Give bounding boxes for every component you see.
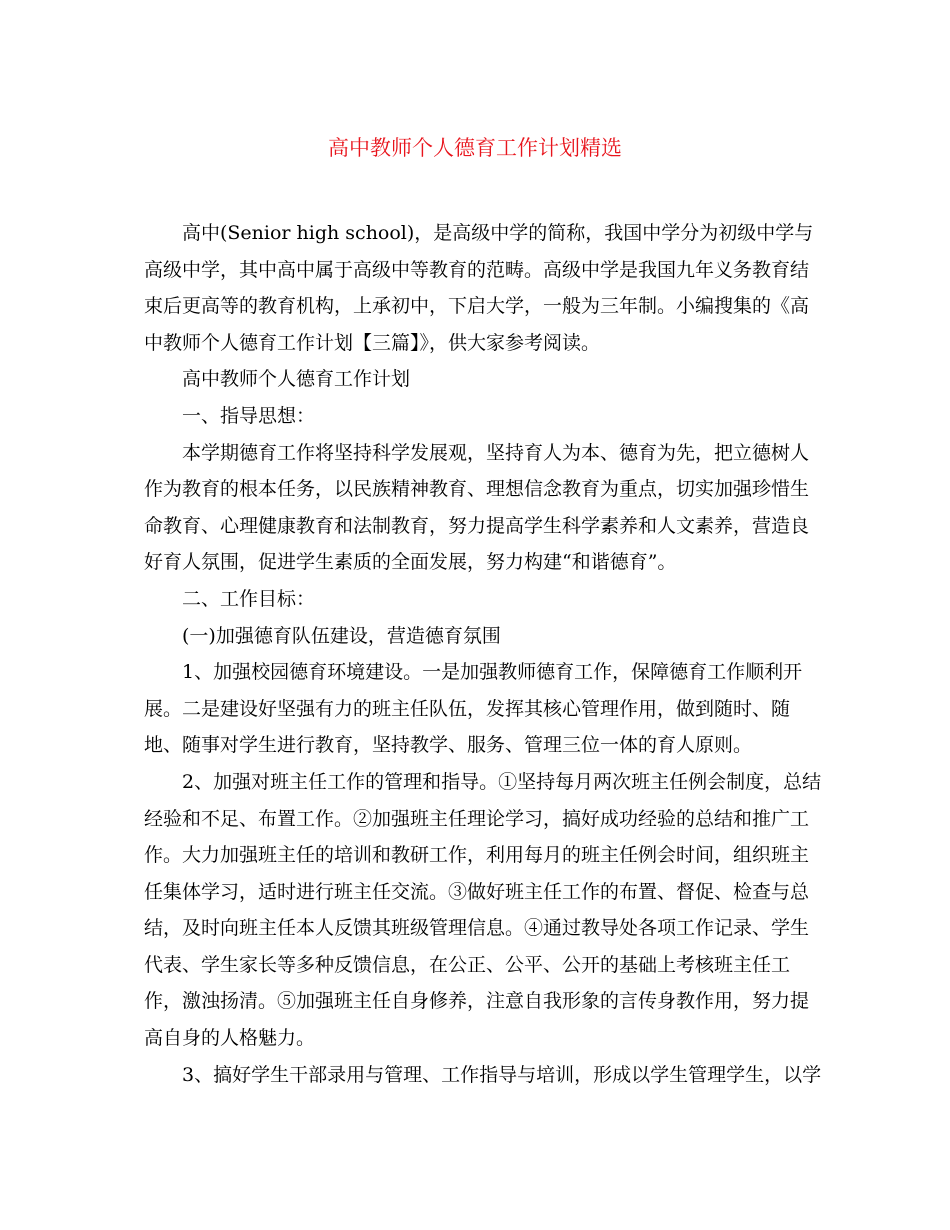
text-line: 地、随事对学生进行教育，坚持教学、服务、管理三位一体的育人原则。 — [144, 734, 753, 757]
section-heading: 一、指导思想： — [182, 404, 316, 427]
text-line: 高自身的人格魅力。 — [144, 1027, 316, 1050]
text-line: 高级中学，其中高中属于高级中等教育的范畴。高级中学是我国九年义务教育结 — [144, 258, 810, 281]
text-line: 结，及时向班主任本人反馈其班级管理信息。④通过教导处各项工作记录、学生 — [144, 917, 810, 940]
document-body — [144, 215, 822, 1093]
text-line: 好育人氛围，促进学生素质的全面发展，努力构建“和谐德育”。 — [144, 551, 677, 574]
text-line: 作。大力加强班主任的培训和教研工作，利用每月的班主任例会时间，组织班主 — [144, 844, 810, 867]
section-heading: 高中教师个人德育工作计划 — [182, 368, 411, 391]
text-line: 展。二是建设好坚强有力的班主任队伍，发挥其核心管理作用，做到随时、随 — [144, 697, 791, 720]
document-title: 高中教师个人德育工作计划精选 — [328, 136, 622, 160]
text-line: 任集体学习，适时进行班主任交流。③做好班主任工作的布置、督促、检查与总 — [144, 880, 810, 903]
text-line: 束后更高等的教育机构，上承初中，下启大学，一般为三年制。小编搜集的《高 — [144, 295, 810, 318]
text-line: 作为教育的根本任务，以民族精神教育、理想信念教育为重点，切实加强珍惜生 — [144, 478, 810, 501]
text-line: 高中(Senior high school)，是高级中学的简称，我国中学分为初级中学与 — [182, 222, 814, 244]
section-heading: 二、工作目标： — [182, 587, 316, 610]
text-line: 中教师个人德育工作计划【三篇】》，供大家参考阅读。 — [144, 331, 601, 354]
text-line: 代表、学生家长等多种反馈信息，在公正、公平、公开的基础上考核班主任工 — [144, 953, 791, 976]
text-line: 经验和不足、布置工作。②加强班主任理论学习，搞好成功经验的总结和推广工 — [144, 807, 810, 830]
text-line: 3、搞好学生干部录用与管理、工作指导与培训，形成以学生管理学生，以学 — [182, 1063, 822, 1086]
text-line: 作，激浊扬清。⑤加强班主任自身修养，注意自我形象的言传身教作用，努力提 — [144, 990, 810, 1013]
text-line: 2、加强对班主任工作的管理和指导。①坚持每月两次班主任例会制度，总结 — [182, 770, 822, 793]
text-line: 命教育、心理健康教育和法制教育，努力提高学生科学素养和人文素养，营造良 — [144, 514, 810, 537]
text-line: 本学期德育工作将坚持科学发展观，坚持育人为本、德育为先，把立德树人 — [182, 441, 810, 464]
subsection-heading: (一)加强德育队伍建设，营造德育氛围 — [182, 624, 501, 647]
text-line: 1、加强校园德育环境建设。一是加强教师德育工作，保障德育工作顺利开 — [182, 661, 803, 684]
